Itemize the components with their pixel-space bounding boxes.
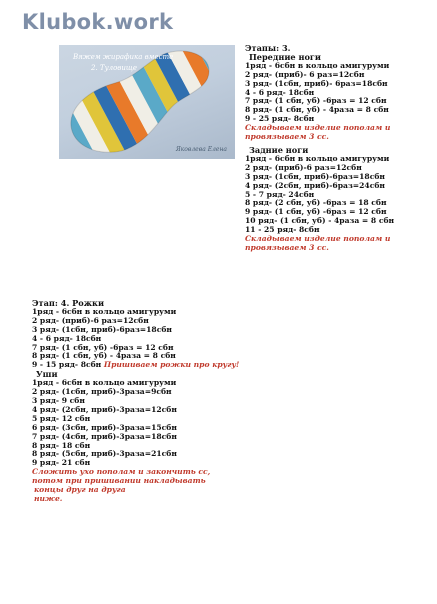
photo-caption-subtitle: 2. Туловище: [91, 64, 138, 72]
photo-caption-title: Вяжем жирафика вместе: [73, 53, 174, 61]
back-legs-note: Складываем изделие пополам и: [245, 234, 391, 244]
ears-note: концы друг на друга: [34, 485, 126, 495]
front-legs-row: 7 ряд- (1 сбн, уб) -6раз = 12 сбн: [245, 96, 387, 106]
horns-last-row-text: 9 - 15 ряд- 8сбн: [32, 360, 102, 370]
front-legs-note: Складываем изделие пополам и: [245, 123, 391, 133]
stage4-title: Этап: 4. Рожки: [32, 298, 105, 308]
ears-row: 3 ряд- 9 сбн: [32, 395, 85, 405]
front-legs-row: 8 ряд- (1 сбн, уб) - 4раза = 8 сбн: [245, 105, 389, 115]
back-legs-row: 5 - 7 ряд- 24сбн: [245, 189, 315, 199]
back-legs-row: 3 ряд- (1сбн, приб)-6раз=18сбн: [245, 171, 385, 181]
horns-sew-note: Пришиваем рожки про кругу!: [103, 360, 240, 370]
stage4-section: [32, 299, 239, 504]
ears-note: Сложить ухо пополам и закончить сс,: [32, 467, 211, 477]
front-legs-row: 3 ряд- (1сбн, приб)- 6раз=18сбн: [245, 78, 388, 88]
back-legs-row: 2 ряд- (приб)-6 раз=12сбн: [245, 162, 362, 172]
site-watermark: Klubok.work: [22, 10, 174, 34]
ears-row: 6 ряд- (3сбн, приб)-3раза=15сбн: [32, 422, 177, 432]
ears-row: 4 ряд- (2сбн, приб)-3раза=12сбн: [32, 404, 177, 414]
ears-heading: Уши: [36, 369, 58, 380]
front-legs-row: 4 - 6 ряд- 18сбн: [245, 87, 315, 97]
horns-row: 3 ряд- (1сбн, приб)-6раз=18сбн: [32, 324, 172, 334]
ears-row: 8 ряд- 18 сбн: [32, 440, 91, 450]
front-legs-row: 1ряд - 6сбн в кольцо амигуруми: [245, 60, 390, 70]
back-legs-row: 10 ряд- (1 сбн, уб) - 4раза = 8 сбн: [245, 216, 395, 226]
photo-signature: Яковлева Елена: [175, 146, 227, 153]
giraffe-body-photo: [59, 45, 235, 159]
back-legs-row: 11 - 25 ряд- 8сбн: [245, 225, 320, 235]
back-legs-note: провязываем 3 сс.: [245, 242, 329, 252]
horns-last-row: [32, 361, 239, 370]
back-legs-row: 9 ряд- (1 сбн, уб) -6раз = 12 сбн: [245, 207, 387, 217]
ears-note: ниже.: [34, 493, 63, 503]
horns-row: 4 - 6 ряд- 18сбн: [32, 333, 102, 343]
ears-row: 2 ряд- (1сбн, приб)-3раза=9сбн: [32, 387, 172, 397]
back-legs-row: 4 ряд- (2сбн, приб)-6раз=24сбн: [245, 180, 385, 190]
ears-row: 8 ряд- (5сбн, приб)-3раза=21сбн: [32, 449, 177, 459]
horns-row: 7 ряд- (1 сбн, уб) -6раз = 12 сбн: [32, 342, 174, 352]
back-legs-row: 8 ряд- (2 сбн, уб) -6раз = 18 сбн: [245, 198, 387, 208]
stage3-section: [245, 44, 394, 253]
horns-row: 1ряд - 6сбн в кольцо амигуруми: [32, 306, 177, 316]
crochet-body-illustration: [59, 45, 235, 159]
front-legs-row: 9 - 25 ряд- 8сбн: [245, 114, 315, 124]
horns-row: 2 ряд- (приб)-6 раз=12сбн: [32, 315, 149, 325]
horns-row: 8 ряд- (1 сбн, уб) - 4раза = 8 сбн: [32, 351, 176, 361]
ears-row: 5 ряд- 12 сбн: [32, 413, 91, 423]
ears-row: 1ряд - 6сбн в кольцо амигуруми: [32, 378, 177, 388]
ears-note: потом при пришивании накладывать: [32, 476, 206, 486]
ears-row: 9 ряд- 21 сбн: [32, 458, 91, 468]
ears-row: 7 ряд- (4сбн, приб)-3раза=18сбн: [32, 431, 177, 441]
back-legs-row: 1ряд - 6сбн в кольцо амигуруми: [245, 153, 390, 163]
front-legs-heading: Передние ноги: [249, 51, 322, 62]
front-legs-row: 2 ряд- (приб)- 6 раз=12сбн: [245, 69, 365, 79]
front-legs-note: провязываем 3 сс.: [245, 132, 329, 142]
back-legs-heading: Задние ноги: [249, 144, 309, 155]
stage3-title: Этапы: 3.: [245, 43, 291, 53]
